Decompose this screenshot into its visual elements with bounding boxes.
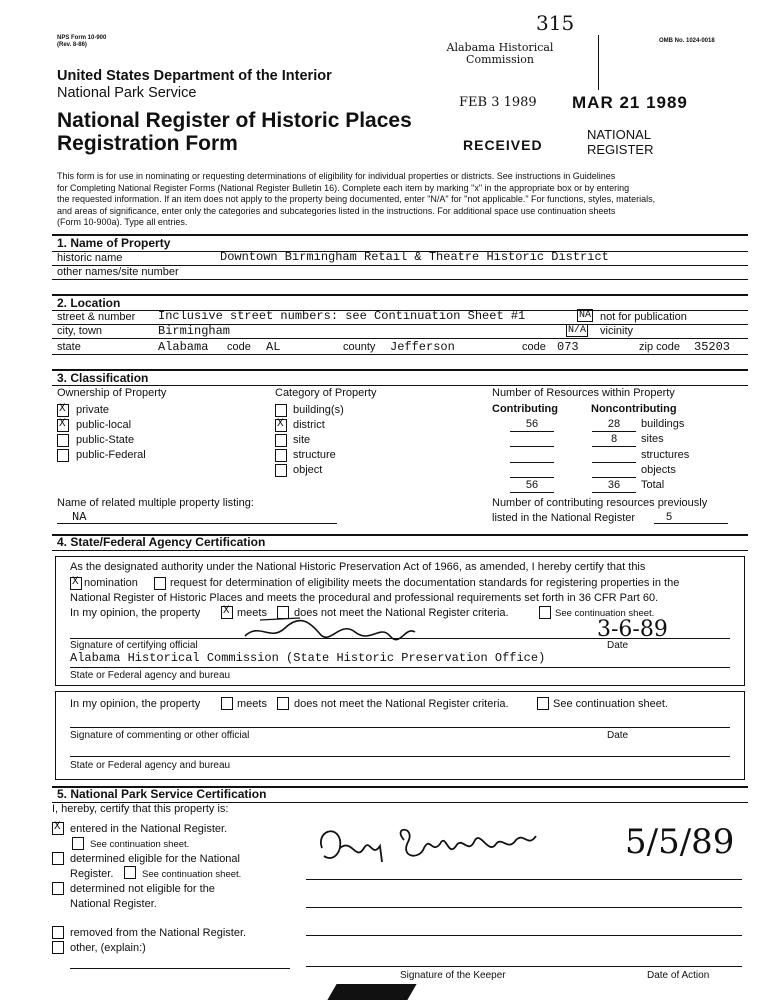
resource-row-label: structures	[641, 449, 690, 461]
meets-checkbox[interactable]	[221, 606, 233, 619]
related-listing-value[interactable]: NA	[72, 510, 87, 524]
nps-option: determined eligible for the National	[70, 853, 240, 865]
ownership-private-checkbox[interactable]	[57, 404, 69, 417]
historic-name-label: historic name	[57, 252, 123, 264]
resource-row-label: sites	[641, 433, 664, 445]
section-2-heading: 2. Location	[57, 296, 121, 310]
section-rule	[52, 294, 748, 296]
request-label: request for determination of eligibility meets the documentation standards for registering properties in the	[170, 577, 680, 589]
department: United States Department of the Interior	[57, 68, 332, 84]
resource-row-label: buildings	[641, 418, 685, 430]
section-rule	[52, 385, 748, 386]
noncontributing-heading: Noncontributing	[591, 403, 677, 415]
signature-label: Signature of commenting or other official	[70, 730, 250, 741]
na-box[interactable]: NA	[579, 310, 592, 321]
county-label: county	[343, 341, 376, 353]
vicinity-label: vicinity	[600, 325, 634, 337]
agency-label: State or Federal agency and bureau	[70, 670, 231, 681]
intro-paragraph: This form is for use in nominating or requesting determinations of eligibility for individual properties or districts. See instructions in Guidelines for Completing National Register Forms (National Register Bulletin 16). Complete each item by marking "x" in the appropriate box or by entering the requested information. If an item does not apply to the property being documented, enter "N/A" for "not applicable." For functions, styles, materials, and areas of significance, enter only the categories and subcategories listed in the instructions. For additional space use continuation sheets (Form 10-900a). Type all entries.	[57, 171, 656, 227]
row-rule	[52, 338, 748, 339]
category-object-checkbox[interactable]	[275, 464, 287, 477]
date-label: Date	[607, 640, 629, 651]
contributing-buildings[interactable]: 56	[510, 418, 554, 432]
county-code-label: code	[522, 341, 546, 353]
previously-listed-label-2: listed in the National Register	[492, 512, 636, 524]
keeper-line	[306, 966, 742, 967]
does-not-meet-label: does not meet the National Register criteria.	[294, 698, 509, 710]
noncontributing-objects[interactable]	[592, 464, 636, 478]
contributing-heading: Contributing	[492, 403, 558, 415]
explain-line	[70, 968, 290, 969]
category-option: object	[293, 464, 323, 476]
stamp-date-mar: MAR 21 1989	[572, 93, 688, 112]
category-heading: Category of Property	[275, 387, 377, 399]
contributing-objects[interactable]	[510, 464, 554, 478]
nomination-checkbox[interactable]	[70, 577, 82, 590]
section-5-heading: 5. National Park Service Certification	[57, 787, 267, 801]
determined-not-eligible-checkbox[interactable]	[52, 882, 64, 895]
ownership-heading: Ownership of Property	[57, 387, 167, 399]
signature-line	[70, 727, 730, 728]
removed-checkbox[interactable]	[52, 926, 64, 939]
city-value[interactable]: Birmingham	[158, 324, 231, 338]
county-code-value[interactable]: 073	[557, 340, 579, 354]
keeper-signature	[312, 818, 552, 870]
other-checkbox[interactable]	[52, 941, 64, 954]
nps-intro: I, hereby, certify that this property is:	[52, 803, 229, 815]
other-names-label: other names/site number	[57, 266, 179, 278]
state-label: state	[57, 341, 81, 353]
keeper-line	[306, 935, 742, 936]
nomination-label: nomination	[84, 577, 138, 589]
related-listing-label: Name of related multiple property listing:	[57, 497, 254, 509]
keeper-line	[306, 907, 742, 908]
meets-label: meets	[237, 698, 267, 710]
state-code-value[interactable]: AL	[266, 340, 281, 354]
previously-listed-label: Number of contributing resources previously	[492, 497, 708, 509]
see-continuation-label: See continuation sheet.	[555, 608, 655, 619]
request-checkbox[interactable]	[154, 577, 166, 590]
vicinity-box[interactable]: N/A	[568, 325, 587, 336]
see-continuation-label: See continuation sheet.	[553, 698, 668, 710]
signature-label: Signature of certifying official	[70, 640, 198, 651]
stamp-register: REGISTER	[587, 142, 654, 157]
certifying-date[interactable]: 3-6-89	[597, 617, 668, 642]
agency-label: State or Federal agency and bureau	[70, 760, 231, 771]
service: National Park Service	[57, 85, 197, 101]
category-option: building(s)	[293, 404, 344, 416]
form-number: NPS Form 10-900	[57, 35, 107, 41]
previously-listed-value[interactable]: 5	[654, 511, 728, 524]
agency-value[interactable]: Alabama Historical Commission (State Historic Preservation Office)	[70, 651, 546, 665]
keeper-line	[306, 879, 742, 880]
stamp-received: RECEIVED	[463, 137, 543, 153]
related-listing-line	[57, 523, 337, 524]
not-for-publication-label: not for publication	[600, 311, 687, 323]
stamp-commission: Alabama Historical Commission	[446, 41, 554, 66]
continuation-checkbox[interactable]	[72, 837, 84, 850]
street-value[interactable]: Inclusive street numbers: see Continuation Sheet #1	[158, 309, 526, 323]
ownership-option: public-Federal	[76, 449, 146, 461]
ownership-public-state-checkbox[interactable]	[57, 434, 69, 447]
zip-value[interactable]: 35203	[694, 340, 731, 354]
signature-line	[70, 638, 730, 639]
date-of-action-label: Date of Action	[647, 970, 710, 981]
date-label: Date	[607, 730, 629, 741]
meets-label: meets	[237, 607, 267, 619]
resources-heading: Number of Resources within Property	[492, 387, 675, 399]
row-rule	[52, 324, 748, 325]
ownership-option: private	[76, 404, 110, 416]
nps-option: entered in the National Register.	[70, 823, 228, 835]
category-option: site	[293, 434, 311, 446]
contributing-total[interactable]: 56	[510, 479, 554, 493]
does-not-meet-checkbox[interactable]	[277, 697, 289, 710]
stamp-number: 315	[536, 11, 575, 35]
city-label: city, town	[57, 325, 103, 337]
street-label: street & number	[57, 311, 136, 323]
omb-number: OMB No. 1024-0018	[659, 38, 715, 44]
section-rule	[52, 369, 748, 371]
ownership-public-federal-checkbox[interactable]	[57, 449, 69, 462]
noncontributing-buildings[interactable]: 28	[592, 418, 636, 432]
ownership-option: public-State	[76, 434, 135, 446]
nps-option: See continuation sheet.	[142, 869, 242, 880]
contributing-sites[interactable]	[510, 433, 554, 447]
contributing-structures[interactable]	[510, 449, 554, 463]
resource-row-label: Total	[641, 479, 665, 491]
section-3-heading: 3. Classification	[57, 371, 149, 385]
form-subtitle: Registration Form	[57, 132, 238, 155]
scan-artifact	[327, 984, 416, 1000]
certification-text: National Register of Historic Places and meets the procedural and professional requirements set forth in 36 CFR Part 60.	[70, 592, 659, 604]
historic-name-value[interactable]: Downtown Birmingham Retail & Theatre Historic District	[220, 250, 609, 264]
determined-eligible-checkbox[interactable]	[52, 852, 64, 865]
nps-option: determined not eligible for the	[70, 883, 215, 895]
form-title: National Register of Historic Places	[57, 109, 412, 132]
agency-line	[70, 667, 730, 668]
ownership-public-local-checkbox[interactable]	[57, 419, 69, 432]
nps-option: other, (explain:)	[70, 942, 146, 954]
state-code-label: code	[227, 341, 251, 353]
continuation-checkbox[interactable]	[124, 866, 136, 879]
nps-option: See continuation sheet.	[90, 839, 190, 850]
noncontributing-sites[interactable]: 8	[592, 433, 636, 447]
state-value[interactable]: Alabama	[158, 340, 209, 354]
form-revision: (Rev. 8-86)	[57, 42, 87, 48]
category-option: structure	[293, 449, 336, 461]
noncontributing-structures[interactable]	[592, 449, 636, 463]
row-rule	[52, 279, 748, 280]
section-1-heading: 1. Name of Property	[57, 236, 171, 250]
stamp-national: NATIONAL	[587, 127, 652, 142]
category-district-checkbox[interactable]	[275, 419, 287, 432]
category-site-checkbox[interactable]	[275, 434, 287, 447]
zip-label: zip code	[639, 341, 680, 353]
section-rule	[52, 550, 748, 551]
keeper-signature-label: Signature of the Keeper	[400, 970, 506, 981]
resource-row-label: objects	[641, 464, 676, 476]
opinion-label: In my opinion, the property	[70, 607, 201, 619]
ownership-option: public-local	[76, 419, 132, 431]
opinion-label: In my opinion, the property	[70, 698, 201, 710]
nps-option: removed from the National Register.	[70, 927, 247, 939]
stamp-date-feb: FEB 3 1989	[459, 95, 537, 110]
see-continuation-checkbox[interactable]	[539, 606, 551, 619]
nps-option: National Register.	[70, 898, 157, 910]
row-rule	[52, 354, 748, 355]
section-4-heading: 4. State/Federal Agency Certification	[57, 535, 266, 549]
does-not-meet-label: does not meet the National Register criteria.	[294, 607, 509, 619]
category-structure-checkbox[interactable]	[275, 449, 287, 462]
county-value[interactable]: Jefferson	[390, 340, 455, 354]
keeper-date[interactable]: 5/5/89	[625, 822, 735, 862]
stamp-divider	[598, 35, 599, 90]
agency-line	[70, 756, 730, 757]
certification-text: As the designated authority under the National Historic Preservation Act of 1966, as amended, I hereby certify that this	[70, 561, 646, 573]
noncontributing-total[interactable]: 36	[592, 479, 636, 493]
category-option: district	[293, 419, 325, 431]
meets-checkbox[interactable]	[221, 697, 233, 710]
category-building-checkbox[interactable]	[275, 404, 287, 417]
entered-checkbox[interactable]	[52, 822, 64, 835]
see-continuation-checkbox[interactable]	[537, 697, 549, 710]
nps-option: Register.	[70, 868, 114, 880]
